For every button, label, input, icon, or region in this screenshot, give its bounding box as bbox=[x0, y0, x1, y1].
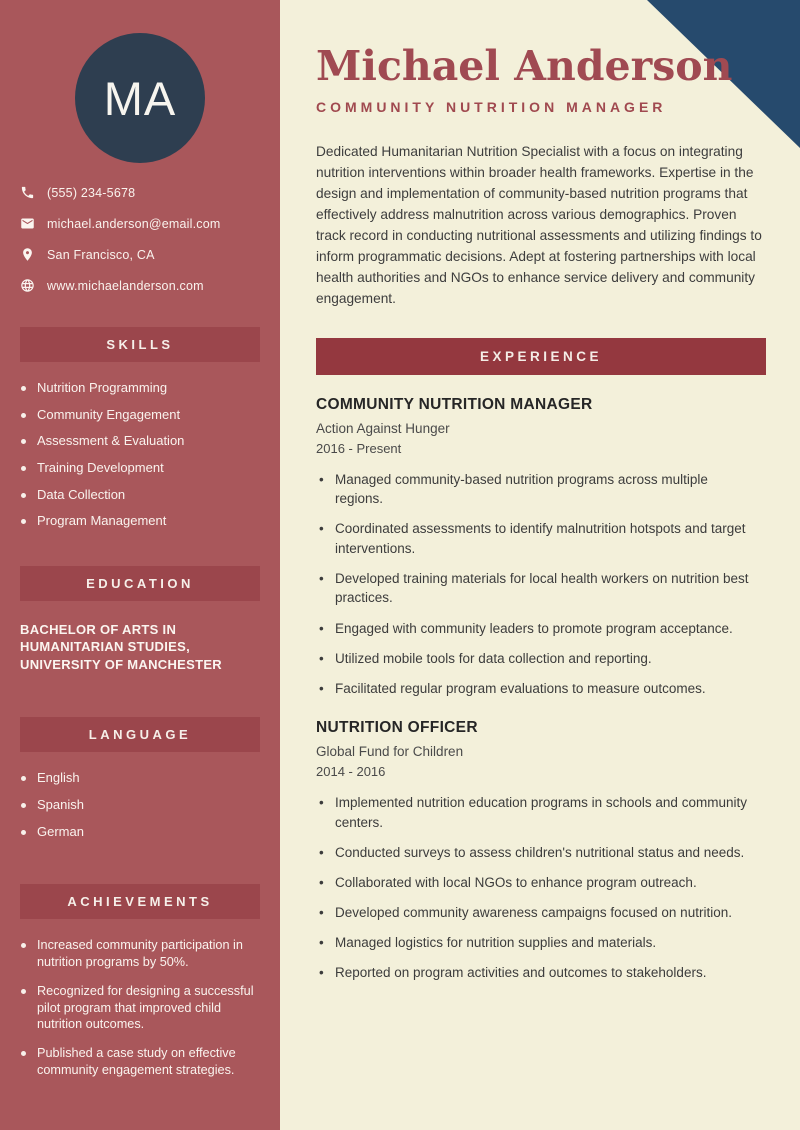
experience-header-label: EXPERIENCE bbox=[479, 348, 603, 364]
skill-item: Training Development bbox=[20, 460, 260, 477]
skill-item: Data Collection bbox=[20, 487, 260, 504]
skills-header-label: SKILLS bbox=[106, 337, 174, 352]
job-bullet: • Engaged with community leaders to promote program acceptance. bbox=[316, 619, 756, 639]
skill-item: Community Engagement bbox=[20, 407, 260, 424]
achievement-item: Increased community participation in nutrition programs by 50%. bbox=[20, 937, 260, 971]
language-item: English bbox=[20, 770, 260, 787]
job-bullet: • Conducted surveys to assess children's nutritional status and needs. bbox=[316, 843, 756, 863]
main-content bbox=[280, 0, 800, 1130]
contact-section bbox=[20, 185, 260, 293]
language-header-bar bbox=[20, 717, 260, 752]
skill-item: Nutrition Programming bbox=[20, 380, 260, 397]
job-bullet: • Managed logistics for nutrition supplies and materials. bbox=[316, 933, 756, 953]
skill-item: Assessment & Evaluation bbox=[20, 433, 260, 450]
contact-location-row bbox=[20, 247, 260, 262]
job-bullet: • Utilized mobile tools for data collection and reporting. bbox=[316, 649, 756, 669]
job-title: NUTRITION OFFICER bbox=[316, 719, 478, 737]
avatar-initials: MA bbox=[103, 71, 177, 125]
job-bullet: • Coordinated assessments to identify malnutrition hotspots and target interventions. bbox=[316, 519, 756, 558]
job-company: Action Against Hunger bbox=[316, 420, 450, 436]
language-header-label: LANGUAGE bbox=[88, 727, 192, 743]
contact-phone-row bbox=[20, 185, 260, 200]
language-list bbox=[20, 770, 260, 840]
avatar-wrap bbox=[20, 33, 260, 163]
email-icon bbox=[20, 216, 35, 231]
job-entry-1 bbox=[316, 396, 766, 699]
globe-icon bbox=[20, 278, 35, 293]
education-header-label: EDUCATION bbox=[86, 575, 194, 591]
job-bullet: • Managed community-based nutrition programs across multiple regions. bbox=[316, 470, 756, 509]
job-bullet: • Facilitated regular program evaluations to measure outcomes. bbox=[316, 679, 756, 699]
education-header-bar bbox=[20, 566, 260, 601]
achievements-header-label: ACHIEVEMENTS bbox=[67, 894, 213, 910]
skills-list bbox=[20, 380, 260, 530]
job-bullet: • Developed community awareness campaigns focused on nutrition. bbox=[316, 903, 756, 923]
experience-header-bar bbox=[316, 338, 766, 375]
sidebar bbox=[0, 0, 280, 1130]
page-title: Michael Anderson bbox=[316, 42, 733, 90]
skills-header-bar bbox=[20, 327, 260, 362]
language-item: Spanish bbox=[20, 797, 260, 814]
job-dates: 2016 - Present bbox=[316, 440, 402, 456]
avatar bbox=[75, 33, 205, 163]
contact-email-row bbox=[20, 216, 260, 231]
phone-icon bbox=[20, 185, 35, 200]
education-text: BACHELOR OF ARTS IN HUMANITARIAN STUDIES, UNIVERSITY OF MANCHESTER bbox=[20, 621, 222, 672]
location-value: San Francisco, CA bbox=[47, 247, 155, 262]
contact-website-row bbox=[20, 278, 260, 293]
language-item: German bbox=[20, 824, 260, 841]
location-pin-icon bbox=[20, 247, 35, 262]
job-dates: 2014 - 2016 bbox=[316, 764, 386, 780]
achievement-item: Recognized for designing a successful pilot program that improved child nutrition outcomes. bbox=[20, 983, 260, 1033]
email-value: michael.anderson@email.com bbox=[47, 216, 221, 231]
summary-paragraph: Dedicated Humanitarian Nutrition Specialist with a focus on integrating nutrition interventions within broader health frameworks. Expertise in the design and implementation of community-based nutrition programs that effectively address malnutrition across various demographics. Proven track record in conducting nutritional assessments and utilizing findings to inform programmatic decisions. Adept at fostering partnerships with local health authorities and NGOs to enhance service delivery and community engagement. bbox=[316, 144, 762, 306]
job-bullet-list bbox=[316, 793, 766, 982]
achievements-list bbox=[20, 937, 260, 1078]
job-bullet: • Developed training materials for local health workers on nutrition best practices. bbox=[316, 569, 756, 608]
achievement-item: Published a case study on effective community engagement strategies. bbox=[20, 1045, 260, 1079]
website-value: www.michaelanderson.com bbox=[47, 278, 204, 293]
job-bullet: • Reported on program activities and outcomes to stakeholders. bbox=[316, 963, 756, 983]
job-entry-2 bbox=[316, 719, 766, 982]
job-role-subtitle: COMMUNITY NUTRITION MANAGER bbox=[316, 99, 667, 116]
job-bullet: • Implemented nutrition education programs in schools and community centers. bbox=[316, 793, 756, 832]
job-bullet: • Collaborated with local NGOs to enhance program outreach. bbox=[316, 873, 756, 893]
achievements-header-bar bbox=[20, 884, 260, 919]
phone-value: (555) 234-5678 bbox=[47, 185, 136, 200]
job-company: Global Fund for Children bbox=[316, 744, 464, 760]
job-bullet-list bbox=[316, 470, 766, 699]
skill-item: Program Management bbox=[20, 513, 260, 530]
job-title: COMMUNITY NUTRITION MANAGER bbox=[316, 395, 593, 413]
